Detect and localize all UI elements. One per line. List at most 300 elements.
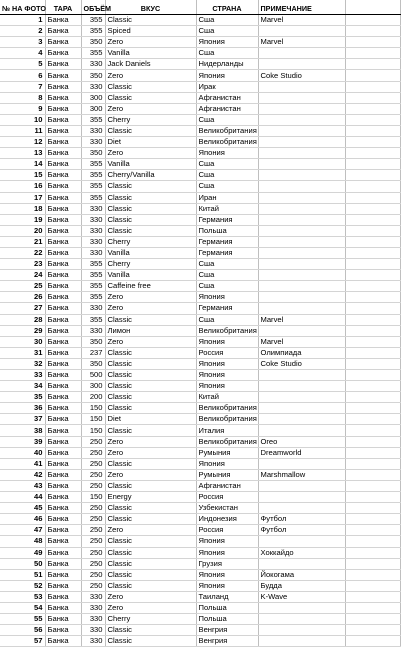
cell-flavor[interactable]: Caffeine free [105, 281, 196, 292]
cell-country[interactable]: Румыния [196, 447, 258, 458]
cell-volume[interactable]: 355 [81, 314, 105, 325]
cell-country[interactable]: Таиланд [196, 591, 258, 602]
cell-container[interactable]: Банка [45, 114, 81, 125]
cell-country[interactable]: Грузия [196, 558, 258, 569]
cell-photo-number[interactable]: 36 [0, 403, 45, 414]
cell-note[interactable] [258, 270, 345, 281]
cell-volume[interactable]: 250 [81, 569, 105, 580]
cell-photo-number[interactable]: 51 [0, 569, 45, 580]
cell-photo-number[interactable]: 4 [0, 48, 45, 59]
cell-country[interactable]: Сша [196, 181, 258, 192]
cell-country[interactable]: Великобритания [196, 125, 258, 136]
cell-container[interactable]: Банка [45, 591, 81, 602]
cell-container[interactable]: Банка [45, 580, 81, 591]
cell-container[interactable]: Банка [45, 625, 81, 636]
cell-volume[interactable]: 330 [81, 625, 105, 636]
cell-note[interactable] [258, 492, 345, 503]
cell-empty[interactable] [345, 292, 400, 303]
cell-volume[interactable]: 250 [81, 514, 105, 525]
cell-note[interactable]: Marvel [258, 37, 345, 48]
cell-volume[interactable]: 300 [81, 92, 105, 103]
cell-country[interactable]: Сша [196, 114, 258, 125]
cell-photo-number[interactable]: 48 [0, 536, 45, 547]
cell-photo-number[interactable]: 46 [0, 514, 45, 525]
cell-note[interactable] [258, 303, 345, 314]
cell-flavor[interactable]: Zero [105, 602, 196, 613]
cell-country[interactable]: Сша [196, 48, 258, 59]
cell-country[interactable]: Германия [196, 247, 258, 258]
cell-note[interactable] [258, 625, 345, 636]
cell-note[interactable] [258, 114, 345, 125]
cell-flavor[interactable]: Classic [105, 536, 196, 547]
cell-container[interactable]: Банка [45, 358, 81, 369]
cell-photo-number[interactable]: 6 [0, 70, 45, 81]
cell-country[interactable]: Иран [196, 192, 258, 203]
cell-volume[interactable]: 355 [81, 159, 105, 170]
cell-volume[interactable]: 330 [81, 247, 105, 258]
cell-volume[interactable]: 330 [81, 137, 105, 148]
cell-photo-number[interactable]: 57 [0, 636, 45, 647]
cell-container[interactable]: Банка [45, 492, 81, 503]
cell-country[interactable]: Нидерланды [196, 59, 258, 70]
cell-empty[interactable] [345, 492, 400, 503]
cell-flavor[interactable]: Classic [105, 458, 196, 469]
cell-note[interactable] [258, 225, 345, 236]
cell-volume[interactable]: 250 [81, 580, 105, 591]
cell-photo-number[interactable]: 26 [0, 292, 45, 303]
cell-note[interactable] [258, 247, 345, 258]
cell-flavor[interactable]: Лимон [105, 325, 196, 336]
header-volume[interactable]: ОБЪЁМ [81, 0, 105, 15]
cell-photo-number[interactable]: 54 [0, 602, 45, 613]
cell-country[interactable]: Япония [196, 148, 258, 159]
cell-empty[interactable] [345, 247, 400, 258]
cell-container[interactable]: Банка [45, 225, 81, 236]
cell-empty[interactable] [345, 236, 400, 247]
cell-volume[interactable]: 300 [81, 381, 105, 392]
cell-country[interactable]: Япония [196, 381, 258, 392]
cell-flavor[interactable]: Classic [105, 425, 196, 436]
cell-country[interactable]: Сша [196, 170, 258, 181]
cell-empty[interactable] [345, 170, 400, 181]
cell-container[interactable]: Банка [45, 447, 81, 458]
cell-container[interactable]: Банка [45, 503, 81, 514]
cell-country[interactable]: Сша [196, 281, 258, 292]
cell-photo-number[interactable]: 3 [0, 37, 45, 48]
cell-note[interactable] [258, 259, 345, 270]
cell-note[interactable]: Футбол [258, 514, 345, 525]
cell-empty[interactable] [345, 381, 400, 392]
cell-volume[interactable]: 330 [81, 614, 105, 625]
cell-flavor[interactable]: Zero [105, 103, 196, 114]
cell-empty[interactable] [345, 137, 400, 148]
cell-container[interactable]: Банка [45, 137, 81, 148]
cell-note[interactable] [258, 292, 345, 303]
cell-photo-number[interactable]: 15 [0, 170, 45, 181]
cell-empty[interactable] [345, 48, 400, 59]
cell-country[interactable]: Польша [196, 614, 258, 625]
cell-flavor[interactable]: Classic [105, 347, 196, 358]
cell-volume[interactable]: 250 [81, 480, 105, 491]
cell-container[interactable]: Банка [45, 292, 81, 303]
cell-photo-number[interactable]: 18 [0, 203, 45, 214]
cell-volume[interactable]: 237 [81, 347, 105, 358]
cell-country[interactable]: Афганистан [196, 92, 258, 103]
cell-flavor[interactable]: Classic [105, 392, 196, 403]
cell-country[interactable]: Россия [196, 492, 258, 503]
cell-volume[interactable]: 350 [81, 37, 105, 48]
cell-note[interactable] [258, 381, 345, 392]
cell-flavor[interactable]: Classic [105, 480, 196, 491]
cell-empty[interactable] [345, 414, 400, 425]
cell-empty[interactable] [345, 591, 400, 602]
cell-volume[interactable]: 500 [81, 370, 105, 381]
cell-note[interactable]: Олимпиада [258, 347, 345, 358]
cell-flavor[interactable]: Diet [105, 414, 196, 425]
cell-country[interactable]: Индонезия [196, 514, 258, 525]
cell-flavor[interactable]: Classic [105, 503, 196, 514]
cell-container[interactable]: Банка [45, 469, 81, 480]
cell-note[interactable] [258, 48, 345, 59]
cell-container[interactable]: Банка [45, 281, 81, 292]
cell-photo-number[interactable]: 33 [0, 370, 45, 381]
cell-empty[interactable] [345, 225, 400, 236]
cell-note[interactable] [258, 503, 345, 514]
cell-country[interactable]: Сша [196, 270, 258, 281]
cell-flavor[interactable]: Classic [105, 558, 196, 569]
cell-empty[interactable] [345, 392, 400, 403]
header-empty[interactable] [345, 0, 400, 15]
cell-note[interactable] [258, 403, 345, 414]
cell-country[interactable]: Япония [196, 292, 258, 303]
cell-photo-number[interactable]: 32 [0, 358, 45, 369]
cell-volume[interactable]: 330 [81, 225, 105, 236]
cell-container[interactable]: Банка [45, 125, 81, 136]
cell-empty[interactable] [345, 436, 400, 447]
cell-empty[interactable] [345, 514, 400, 525]
cell-photo-number[interactable]: 11 [0, 125, 45, 136]
cell-volume[interactable]: 330 [81, 636, 105, 647]
cell-flavor[interactable]: Zero [105, 469, 196, 480]
cell-empty[interactable] [345, 558, 400, 569]
cell-empty[interactable] [345, 569, 400, 580]
header-flavor[interactable]: ВКУС [105, 0, 196, 15]
cell-note[interactable] [258, 170, 345, 181]
cell-country[interactable]: Италия [196, 425, 258, 436]
cell-country[interactable]: Сша [196, 314, 258, 325]
cell-volume[interactable]: 355 [81, 270, 105, 281]
cell-flavor[interactable]: Spiced [105, 26, 196, 37]
cell-country[interactable]: Германия [196, 214, 258, 225]
cell-photo-number[interactable]: 47 [0, 525, 45, 536]
cell-country[interactable]: Венгрия [196, 625, 258, 636]
cell-empty[interactable] [345, 15, 400, 26]
cell-note[interactable] [258, 536, 345, 547]
cell-country[interactable]: Сша [196, 159, 258, 170]
cell-volume[interactable]: 355 [81, 259, 105, 270]
cell-empty[interactable] [345, 270, 400, 281]
cell-photo-number[interactable]: 43 [0, 480, 45, 491]
cell-container[interactable]: Банка [45, 247, 81, 258]
cell-photo-number[interactable]: 30 [0, 336, 45, 347]
cell-empty[interactable] [345, 314, 400, 325]
cell-volume[interactable]: 250 [81, 547, 105, 558]
cell-flavor[interactable]: Classic [105, 181, 196, 192]
cell-flavor[interactable]: Classic [105, 92, 196, 103]
cell-note[interactable] [258, 325, 345, 336]
cell-country[interactable]: Румыния [196, 469, 258, 480]
cell-flavor[interactable]: Classic [105, 214, 196, 225]
cell-photo-number[interactable]: 34 [0, 381, 45, 392]
cell-flavor[interactable]: Classic [105, 81, 196, 92]
cell-country[interactable]: Венгрия [196, 636, 258, 647]
cell-note[interactable] [258, 392, 345, 403]
cell-volume[interactable]: 350 [81, 70, 105, 81]
cell-container[interactable]: Банка [45, 270, 81, 281]
cell-container[interactable]: Банка [45, 414, 81, 425]
header-photo-number[interactable]: № НА ФОТО [0, 0, 45, 15]
cell-country[interactable]: Польша [196, 225, 258, 236]
cell-note[interactable] [258, 203, 345, 214]
cell-empty[interactable] [345, 347, 400, 358]
cell-note[interactable] [258, 26, 345, 37]
cell-empty[interactable] [345, 336, 400, 347]
cell-country[interactable]: Великобритания [196, 325, 258, 336]
cell-flavor[interactable]: Diet [105, 137, 196, 148]
cell-empty[interactable] [345, 214, 400, 225]
cell-volume[interactable]: 150 [81, 425, 105, 436]
header-note[interactable]: ПРИМЕЧАНИЕ [258, 0, 345, 15]
cell-photo-number[interactable]: 20 [0, 225, 45, 236]
cell-country[interactable]: Германия [196, 236, 258, 247]
cell-photo-number[interactable]: 2 [0, 26, 45, 37]
cell-flavor[interactable]: Classic [105, 225, 196, 236]
cell-photo-number[interactable]: 12 [0, 137, 45, 148]
cell-flavor[interactable]: Zero [105, 292, 196, 303]
cell-container[interactable]: Банка [45, 569, 81, 580]
cell-flavor[interactable]: Zero [105, 37, 196, 48]
cell-flavor[interactable]: Zero [105, 591, 196, 602]
cell-volume[interactable]: 250 [81, 536, 105, 547]
cell-container[interactable]: Банка [45, 436, 81, 447]
cell-photo-number[interactable]: 55 [0, 614, 45, 625]
cell-note[interactable] [258, 192, 345, 203]
cell-empty[interactable] [345, 425, 400, 436]
cell-volume[interactable]: 250 [81, 458, 105, 469]
cell-flavor[interactable]: Zero [105, 303, 196, 314]
cell-note[interactable] [258, 480, 345, 491]
cell-photo-number[interactable]: 53 [0, 591, 45, 602]
cell-container[interactable]: Банка [45, 314, 81, 325]
cell-empty[interactable] [345, 37, 400, 48]
cell-container[interactable]: Банка [45, 37, 81, 48]
cell-flavor[interactable]: Cherry [105, 259, 196, 270]
cell-volume[interactable]: 250 [81, 503, 105, 514]
cell-photo-number[interactable]: 22 [0, 247, 45, 258]
cell-country[interactable]: Великобритания [196, 414, 258, 425]
cell-note[interactable] [258, 414, 345, 425]
cell-flavor[interactable]: Jack Daniels [105, 59, 196, 70]
cell-empty[interactable] [345, 192, 400, 203]
cell-empty[interactable] [345, 480, 400, 491]
cell-country[interactable]: Япония [196, 536, 258, 547]
cell-photo-number[interactable]: 40 [0, 447, 45, 458]
cell-photo-number[interactable]: 1 [0, 15, 45, 26]
cell-flavor[interactable]: Zero [105, 148, 196, 159]
cell-note[interactable]: Dreamworld [258, 447, 345, 458]
cell-flavor[interactable]: Classic [105, 514, 196, 525]
cell-photo-number[interactable]: 19 [0, 214, 45, 225]
cell-container[interactable]: Банка [45, 259, 81, 270]
cell-volume[interactable]: 355 [81, 114, 105, 125]
cell-volume[interactable]: 330 [81, 59, 105, 70]
cell-empty[interactable] [345, 148, 400, 159]
cell-flavor[interactable]: Classic [105, 580, 196, 591]
cell-country[interactable]: Германия [196, 303, 258, 314]
cell-country[interactable]: Великобритания [196, 403, 258, 414]
cell-container[interactable]: Банка [45, 303, 81, 314]
cell-photo-number[interactable]: 29 [0, 325, 45, 336]
cell-photo-number[interactable]: 31 [0, 347, 45, 358]
cell-country[interactable]: Великобритания [196, 137, 258, 148]
cell-flavor[interactable]: Vanilla [105, 270, 196, 281]
cell-photo-number[interactable]: 21 [0, 236, 45, 247]
cell-container[interactable]: Банка [45, 159, 81, 170]
cell-photo-number[interactable]: 28 [0, 314, 45, 325]
cell-volume[interactable]: 330 [81, 81, 105, 92]
cell-empty[interactable] [345, 625, 400, 636]
cell-volume[interactable]: 330 [81, 303, 105, 314]
cell-container[interactable]: Банка [45, 525, 81, 536]
cell-country[interactable]: Япония [196, 37, 258, 48]
cell-volume[interactable]: 150 [81, 403, 105, 414]
cell-flavor[interactable]: Cherry/Vanilla [105, 170, 196, 181]
cell-container[interactable]: Банка [45, 48, 81, 59]
cell-note[interactable] [258, 81, 345, 92]
cell-note[interactable] [258, 214, 345, 225]
cell-volume[interactable]: 355 [81, 292, 105, 303]
cell-flavor[interactable]: Vanilla [105, 159, 196, 170]
cell-container[interactable]: Банка [45, 59, 81, 70]
cell-photo-number[interactable]: 24 [0, 270, 45, 281]
cell-photo-number[interactable]: 10 [0, 114, 45, 125]
cell-volume[interactable]: 250 [81, 436, 105, 447]
cell-note[interactable]: Йокогама [258, 569, 345, 580]
cell-container[interactable]: Банка [45, 103, 81, 114]
cell-note[interactable] [258, 125, 345, 136]
cell-country[interactable]: Сша [196, 26, 258, 37]
cell-container[interactable]: Банка [45, 336, 81, 347]
cell-note[interactable]: Marshmallow [258, 469, 345, 480]
cell-photo-number[interactable]: 56 [0, 625, 45, 636]
cell-note[interactable] [258, 236, 345, 247]
cell-country[interactable]: Узбекистан [196, 503, 258, 514]
cell-container[interactable]: Банка [45, 425, 81, 436]
cell-note[interactable] [258, 370, 345, 381]
cell-flavor[interactable]: Vanilla [105, 48, 196, 59]
cell-note[interactable] [258, 458, 345, 469]
cell-volume[interactable]: 330 [81, 236, 105, 247]
cell-note[interactable] [258, 281, 345, 292]
cell-container[interactable]: Банка [45, 547, 81, 558]
cell-photo-number[interactable]: 13 [0, 148, 45, 159]
cell-volume[interactable]: 250 [81, 525, 105, 536]
cell-photo-number[interactable]: 27 [0, 303, 45, 314]
cell-volume[interactable]: 355 [81, 15, 105, 26]
cell-country[interactable]: Афганистан [196, 103, 258, 114]
cell-photo-number[interactable]: 37 [0, 414, 45, 425]
cell-photo-number[interactable]: 52 [0, 580, 45, 591]
cell-country[interactable]: Сша [196, 15, 258, 26]
cell-flavor[interactable]: Zero [105, 336, 196, 347]
cell-flavor[interactable]: Classic [105, 192, 196, 203]
cell-container[interactable]: Банка [45, 203, 81, 214]
cell-container[interactable]: Банка [45, 403, 81, 414]
cell-container[interactable]: Банка [45, 92, 81, 103]
cell-flavor[interactable]: Classic [105, 15, 196, 26]
cell-flavor[interactable]: Classic [105, 569, 196, 580]
cell-container[interactable]: Банка [45, 181, 81, 192]
cell-flavor[interactable]: Zero [105, 436, 196, 447]
cell-volume[interactable]: 200 [81, 392, 105, 403]
cell-flavor[interactable]: Zero [105, 70, 196, 81]
cell-photo-number[interactable]: 50 [0, 558, 45, 569]
cell-volume[interactable]: 330 [81, 325, 105, 336]
cell-container[interactable]: Банка [45, 214, 81, 225]
cell-empty[interactable] [345, 636, 400, 647]
cell-volume[interactable]: 355 [81, 181, 105, 192]
cell-volume[interactable]: 355 [81, 170, 105, 181]
cell-container[interactable]: Банка [45, 26, 81, 37]
cell-note[interactable] [258, 181, 345, 192]
cell-volume[interactable]: 330 [81, 591, 105, 602]
cell-photo-number[interactable]: 42 [0, 469, 45, 480]
cell-flavor[interactable]: Classic [105, 381, 196, 392]
cell-country[interactable]: Россия [196, 347, 258, 358]
cell-flavor[interactable]: Classic [105, 403, 196, 414]
cell-note[interactable] [258, 59, 345, 70]
cell-note[interactable] [258, 425, 345, 436]
cell-container[interactable]: Банка [45, 170, 81, 181]
cell-empty[interactable] [345, 447, 400, 458]
cell-empty[interactable] [345, 203, 400, 214]
cell-note[interactable] [258, 602, 345, 613]
cell-flavor[interactable]: Classic [105, 636, 196, 647]
cell-note[interactable]: Хоккайдо [258, 547, 345, 558]
cell-country[interactable]: Япония [196, 336, 258, 347]
cell-empty[interactable] [345, 59, 400, 70]
cell-photo-number[interactable]: 9 [0, 103, 45, 114]
cell-empty[interactable] [345, 303, 400, 314]
cell-empty[interactable] [345, 614, 400, 625]
cell-empty[interactable] [345, 525, 400, 536]
cell-country[interactable]: Япония [196, 580, 258, 591]
cell-flavor[interactable]: Classic [105, 314, 196, 325]
cell-note[interactable] [258, 636, 345, 647]
cell-photo-number[interactable]: 16 [0, 181, 45, 192]
cell-flavor[interactable]: Classic [105, 547, 196, 558]
cell-country[interactable]: Япония [196, 370, 258, 381]
cell-photo-number[interactable]: 7 [0, 81, 45, 92]
cell-container[interactable]: Банка [45, 636, 81, 647]
cell-empty[interactable] [345, 503, 400, 514]
cell-note[interactable]: Marvel [258, 15, 345, 26]
cell-country[interactable]: Китай [196, 203, 258, 214]
cell-container[interactable]: Банка [45, 192, 81, 203]
cell-container[interactable]: Банка [45, 15, 81, 26]
cell-empty[interactable] [345, 181, 400, 192]
cell-note[interactable] [258, 558, 345, 569]
